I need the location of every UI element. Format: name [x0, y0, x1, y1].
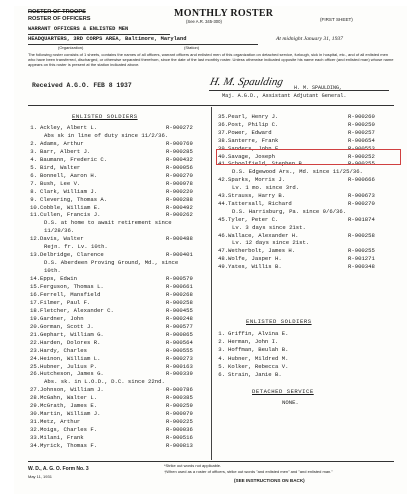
soldier-name: Hutcheson, James G. — [40, 370, 104, 378]
row-number: 17. — [30, 298, 41, 306]
status-note: Abs sk in line of duty since 11/2/36. — [44, 131, 169, 139]
serial-number: R-900255 — [348, 160, 375, 168]
soldier-name: Bird, Walter — [40, 163, 81, 171]
serial-number: R-900385 — [166, 394, 193, 402]
row-number: 29. — [30, 402, 41, 410]
soldier-name: McGrath, James E. — [40, 402, 98, 410]
soldier-name: Adams, Arthur — [40, 139, 84, 147]
row-number: 38. — [218, 136, 229, 144]
serial-number: R-900579 — [166, 275, 193, 283]
row-number: 15. — [30, 283, 41, 290]
serial-number: R-900673 — [348, 192, 375, 199]
row-number: 34. — [30, 442, 41, 449]
soldier-name: Johnson, William J. — [40, 386, 104, 394]
soldier-name: Milani, Frank — [40, 434, 84, 442]
row-number: 40. — [218, 152, 229, 160]
serial-number: R-900285 — [166, 147, 193, 155]
soldier-name: Sanders, John E. — [228, 144, 282, 152]
soldier-name: Fletcher, Alexander C. — [40, 306, 114, 314]
serial-number: R-900225 — [166, 418, 193, 426]
title-note: (See A.R. 345-300) — [186, 19, 222, 24]
serial-number: R-900666 — [348, 176, 375, 184]
row-number: 41. — [218, 160, 229, 168]
soldier-name: Yates, Willis B. — [228, 263, 282, 271]
soldier-name: Griffin, Alvina E. — [228, 330, 289, 337]
soldier-name: Delbridge, Clarence — [40, 251, 104, 259]
row-number: 21. — [30, 330, 41, 338]
row-number: 11. — [30, 211, 41, 219]
soldier-name: Cobble, William E. — [40, 203, 101, 211]
soldier-name: Cullen, Francis J. — [40, 211, 101, 219]
right-section-heading-2: ENLISTED SOLDIERS — [246, 318, 312, 325]
status-note: D.S. Aberdeen Proving Ground, Md., since — [44, 259, 179, 267]
serial-number: R-900252 — [348, 152, 375, 160]
organization-label: (Organization) — [58, 45, 84, 50]
soldier-name: Strauss, Harry B. — [228, 192, 286, 199]
serial-number: R-900258 — [166, 298, 193, 306]
row-number: 7. — [30, 179, 37, 187]
serial-number: R-900270 — [166, 171, 193, 179]
organization-line: HEADQUARTERS, 3RD CORPS AREA, Baltimore, Maryland — [28, 36, 187, 42]
form-number: W. D., A. G. O. Form No. 3 — [28, 466, 89, 472]
row-number: 23. — [30, 346, 41, 354]
soldier-name: Sparks, Morris J. — [228, 176, 286, 184]
right-section-heading-3: DETACHED SERVICE — [252, 388, 314, 395]
soldier-name: Gorman, Scott J. — [40, 322, 94, 330]
row-number: 42. — [218, 176, 229, 184]
row-number: 2. — [30, 139, 37, 147]
signature-name: H. M. SPAULDING, — [294, 85, 343, 91]
status-note: Abs. sk. in L.O.D., D.C. since 22nd. — [44, 378, 165, 386]
row-number: 14. — [30, 275, 41, 283]
soldier-name: Epps, Edwin — [40, 275, 77, 283]
row-number: 44. — [218, 199, 229, 207]
serial-number: R-900432 — [166, 155, 193, 163]
row-number: 10. — [30, 203, 41, 211]
row-number: 47. — [218, 247, 229, 255]
serial-number: R-900553 — [348, 144, 375, 152]
soldier-name: Savage, Joseph — [228, 152, 275, 160]
footnote-1: *Strike out words not applicable. — [164, 463, 222, 468]
row-number: 19. — [30, 314, 41, 322]
row-number: 49. — [218, 263, 229, 271]
soldier-name: Metz, Arthur — [40, 418, 81, 426]
serial-number: R-900079 — [166, 410, 193, 418]
serial-number: R-900258 — [348, 231, 375, 239]
row-number: 43. — [218, 192, 229, 199]
soldier-name: Post, Philip C. — [228, 120, 279, 128]
soldier-name: McGahn, Walter L. — [40, 394, 98, 402]
soldier-name: Davis, Walter — [40, 235, 84, 243]
form-date: May 11, 1931 — [28, 474, 52, 479]
status-note: D.S. at home to await retirement since — [44, 219, 172, 227]
serial-number: R-900401 — [166, 251, 193, 259]
soldier-name: Baumann, Frederic C. — [40, 155, 108, 163]
soldier-name: Tyler, Peter C. — [228, 215, 279, 223]
soldier-name: Clevering, Thomas A. — [40, 195, 108, 203]
soldier-name: Filmer, Paul F. — [40, 298, 91, 306]
serial-number: R-900577 — [166, 322, 193, 330]
status-note: Lv. 12 days since 21st. — [232, 239, 310, 247]
soldier-name: Bonnell, Aaron H. — [40, 171, 98, 179]
station-label: (Station) — [184, 45, 200, 50]
serial-number: R-900786 — [166, 386, 193, 394]
row-number: 48. — [218, 255, 229, 263]
soldier-name: Schoolfield, Stephen B. — [228, 160, 306, 168]
status-note: 10th. — [44, 267, 61, 275]
row-number: 5. — [218, 362, 225, 370]
row-number: 45. — [218, 215, 229, 223]
row-number: 5. — [30, 163, 37, 171]
row-number: 39. — [218, 144, 229, 152]
row-number: 32. — [30, 426, 41, 434]
serial-number: R-900865 — [166, 330, 193, 338]
soldier-name: Hubner, Julius P. — [40, 362, 98, 370]
right-none: NONE. — [282, 399, 299, 406]
footnote-2: †When used as a roster of officers, strike out words "and enlisted men" and "and enlisted man." — [164, 469, 333, 474]
serial-number: R-900248 — [166, 314, 193, 322]
row-number: 35. — [218, 113, 229, 120]
status-note: Rejn. fr. Lv. 10th. — [44, 243, 108, 251]
serial-number: R-900262 — [166, 211, 193, 219]
soldier-name: Herman, John I. — [228, 338, 279, 346]
soldier-name: Santerre, Frank — [228, 136, 279, 144]
row-number: 9. — [30, 195, 37, 203]
status-note: 11/28/36. — [44, 227, 75, 235]
highlight-box — [216, 149, 401, 168]
soldier-name: Ackley, Albert L. — [40, 124, 98, 131]
soldier-name: Wallace, Alexander H. — [228, 231, 299, 239]
serial-number: R-900769 — [166, 139, 193, 147]
serial-number: R-900272 — [166, 124, 193, 131]
midnight-date: At midnight January 31, 1937 — [276, 36, 343, 42]
serial-number: R-900273 — [166, 354, 193, 362]
serial-number: R-900555 — [166, 346, 193, 354]
row-number: 20. — [30, 322, 41, 330]
soldier-name: Ferrell, Mansfield — [40, 290, 101, 298]
row-number: 16. — [30, 290, 41, 298]
row-number: 30. — [30, 410, 41, 418]
serial-number: R-901874 — [348, 215, 375, 223]
soldier-name: Tattersall, Richard — [228, 199, 292, 207]
serial-number: R-900163 — [166, 362, 193, 370]
row-number: 8. — [30, 187, 37, 195]
row-number: 6. — [30, 171, 37, 179]
soldier-name: Power, Edward — [228, 128, 272, 136]
soldier-name: Barr, Albert J. — [40, 147, 91, 155]
row-number: 12. — [30, 235, 41, 243]
form-type: ROSTER OF OFFICERS — [28, 16, 91, 22]
signature: H. M. Spaulding — [208, 76, 285, 88]
serial-number: R-901271 — [348, 255, 375, 263]
serial-number: R-900288 — [166, 195, 193, 203]
received-stamp: Received A.G.O. FEB 8 1937 — [32, 82, 132, 89]
unit-line: WARRANT OFFICERS & ENLISTED MEN — [28, 26, 129, 32]
row-number: 24. — [30, 354, 41, 362]
row-number: 6. — [218, 371, 225, 378]
serial-number: R-900056 — [166, 163, 193, 171]
row-number: 4. — [218, 354, 225, 362]
soldier-name: Moigs, Charles F. — [40, 426, 98, 434]
status-note: Lv. 1 mo. since 3rd. — [232, 184, 300, 192]
serial-number: R-900220 — [166, 187, 193, 195]
soldier-name: Wetherbolt, James H. — [228, 247, 296, 255]
column-divider — [211, 107, 212, 460]
form-type-strike: ROSTER OF TROOPS — [28, 9, 86, 15]
soldier-name: Myrick, Thomas F. — [40, 442, 98, 449]
soldier-name: Martin, William J. — [40, 410, 101, 418]
soldier-name: Gephart, William G. — [40, 330, 104, 338]
row-number: 27. — [30, 386, 41, 394]
soldier-name: Hubner, Mildred M. — [228, 354, 289, 362]
serial-number: R-900270 — [348, 199, 375, 207]
row-number: 31. — [30, 418, 41, 426]
row-number: 1. — [218, 330, 225, 337]
row-number: 4. — [30, 155, 37, 163]
soldier-name: Heinon, William L. — [40, 354, 101, 362]
row-number: 26. — [30, 370, 41, 378]
soldier-name: Clark, William J. — [40, 187, 98, 195]
serial-number: R-900036 — [166, 426, 193, 434]
roster-page — [14, 6, 407, 494]
soldier-name: Harden, Dolores R. — [40, 338, 101, 346]
serial-number: R-900813 — [166, 442, 193, 449]
serial-number: R-900488 — [166, 235, 193, 243]
instructions-text: The following roster consists of 1 sheets, contains the names of all officers, warrant officers and enlisted men of this organization on detached service, furlough, sick in hospital, etc., and of all enlisted men who have been transferred, discharged, or otherwise separated therefrom, since the date of the last monthly roster. Unless otherwise indicated opposite his name each officer (and enlisted man) whose name appears on this roster is present at the station indicated above. — [28, 52, 394, 67]
signature-title: Maj. A.G.D., Assistant Adjutant General. — [222, 93, 347, 99]
status-note: D.S. Edgewood Ars., Md. since 11/25/36. — [232, 168, 363, 176]
row-number: 28. — [30, 394, 41, 402]
serial-number: R-900516 — [166, 434, 193, 442]
soldier-name: Kolker, Rebecca V. — [228, 362, 289, 370]
row-number: 18. — [30, 306, 41, 314]
row-number: 25. — [30, 362, 41, 370]
serial-number: R-900257 — [348, 128, 375, 136]
soldier-name: Strain, Janie B. — [228, 371, 282, 378]
status-note: Lv. 3 days since 21st. — [232, 223, 306, 231]
serial-number: R-900250 — [348, 120, 375, 128]
serial-number: R-900348 — [348, 263, 375, 271]
serial-number: R-900255 — [348, 247, 375, 255]
soldier-name: Gardner, John — [40, 314, 84, 322]
serial-number: R-900339 — [166, 370, 193, 378]
row-number: 3. — [30, 147, 37, 155]
serial-number: R-900268 — [166, 290, 193, 298]
row-number: 22. — [30, 338, 41, 346]
page-title: MONTHLY ROSTER — [174, 8, 274, 19]
serial-number: R-900654 — [348, 136, 375, 144]
row-number: 3. — [218, 346, 225, 354]
row-number: 1. — [30, 124, 37, 131]
serial-number: R-900492 — [166, 203, 193, 211]
serial-number: R-900455 — [166, 306, 193, 314]
footnote-3: (SEE INSTRUCTIONS ON BACK) — [234, 478, 305, 483]
serial-number: R-900259 — [166, 402, 193, 410]
serial-number: R-900260 — [348, 113, 375, 120]
soldier-name: Pearl, Henry J. — [228, 113, 279, 120]
serial-number: R-900978 — [166, 179, 193, 187]
row-number: 2. — [218, 338, 225, 346]
serial-number: R-900564 — [166, 338, 193, 346]
serial-number: R-900661 — [166, 283, 193, 290]
row-number: 33. — [30, 434, 41, 442]
row-number: 37. — [218, 128, 229, 136]
sheet-label: (FIRST SHEET) — [320, 17, 353, 22]
row-number: 36. — [218, 120, 229, 128]
soldier-name: Bush, Lee V. — [40, 179, 81, 187]
soldier-name: Hoffman, Beulah B. — [228, 346, 289, 354]
row-number: 46. — [218, 231, 229, 239]
soldier-name: Wolfe, Jasper H. — [228, 255, 282, 263]
soldier-name: Hardy, Charles — [40, 346, 87, 354]
soldier-name: Ferguson, Thomas L. — [40, 283, 104, 290]
status-note: D.S. Harrisburg, Pa. since 9/6/36. — [232, 207, 347, 215]
row-number: 13. — [30, 251, 41, 259]
left-section-heading: ENLISTED SOLDIERS — [72, 113, 138, 120]
